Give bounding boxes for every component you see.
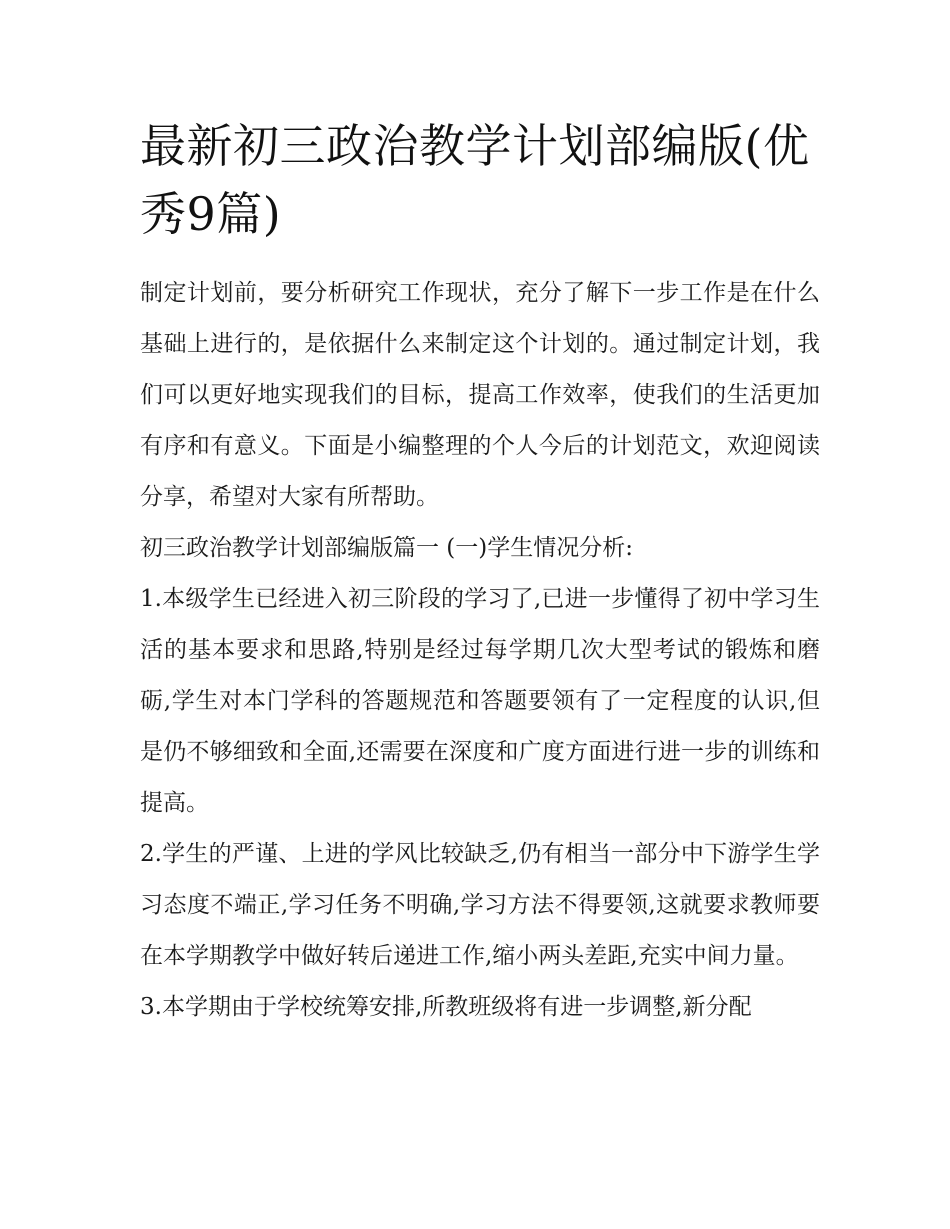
section-heading-paragraph: 初三政治教学计划部编版篇一 (一)学生情况分析:	[140, 535, 634, 561]
document-body	[140, 268, 820, 1033]
document-title: 最新初三政治教学计划部编版(优秀9篇)	[140, 119, 810, 241]
list-item-paragraph: 2.学生的严谨、上进的学风比较缺乏,仍有相当一部分中下游学生学习态度不端正,学习任务不明确,学习方法不得要领,这就要求教师要在本学期教学中做好转后递进工作,缩小两头差距,充实中间力量。	[140, 841, 820, 969]
intro-paragraph: 制定计划前，要分析研究工作现状，充分了解下一步工作是在什么基础上进行的，是依据什么来制定这个计划的。通过制定计划，我们可以更好地实现我们的目标，提高工作效率，使我们的生活更加有序和有意义。下面是小编整理的个人今后的计划范文，欢迎阅读分享，希望对大家有所帮助。	[140, 280, 820, 510]
list-item-paragraph: 1.本级学生已经进入初三阶段的学习了,已进一步懂得了初中学习生活的基本要求和思路,特别是经过每学期几次大型考试的锻炼和磨砺,学生对本门学科的答题规范和答题要领有了一定程度的认识,但是仍不够细致和全面,还需要在深度和广度方面进行进一步的训练和提高。	[140, 586, 820, 816]
document-content	[140, 112, 820, 1033]
list-item-paragraph: 3.本学期由于学校统筹安排,所教班级将有进一步调整,新分配	[140, 994, 752, 1020]
